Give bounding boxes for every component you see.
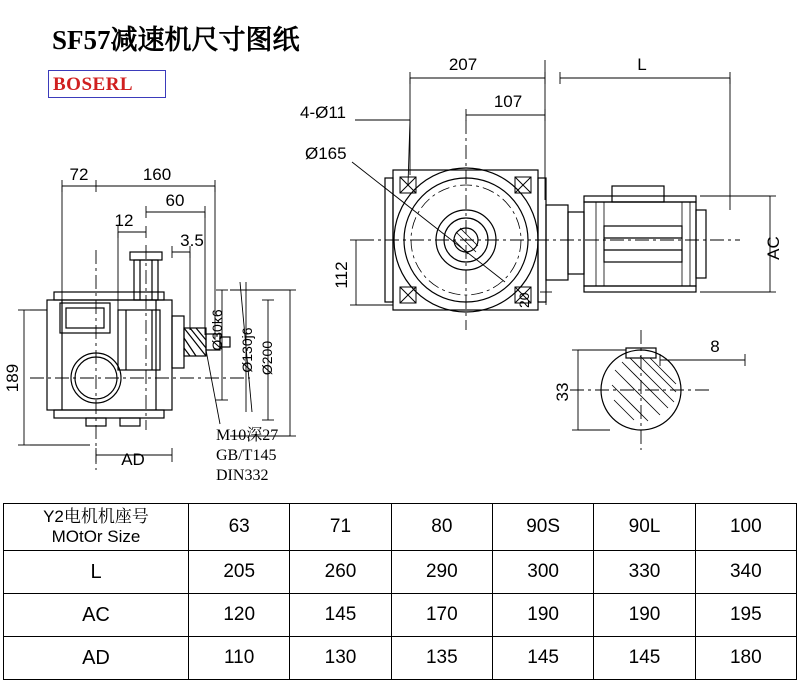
note-m10: M10深27 <box>216 427 279 444</box>
dim-3-5: 3.5 <box>180 231 204 250</box>
note-gbt145: GB/T145 <box>216 447 277 464</box>
table-cell-AC-0: 120 <box>189 594 290 637</box>
note-din332: DIN332 <box>216 467 269 484</box>
dim-O165: Ø165 <box>305 144 347 163</box>
dim-4xO11: 4-Ø11 <box>300 103 346 122</box>
table-header-size-0: 63 <box>189 504 290 551</box>
dim-O130j6: Ø130j6 <box>239 327 255 373</box>
dim-72: 72 <box>69 165 89 184</box>
table-cell-AC-2: 170 <box>391 594 492 637</box>
dim-20: 20 <box>516 292 532 308</box>
table-row-label-L: L <box>4 551 189 594</box>
dim-O200: Ø200 <box>259 340 275 376</box>
table-header-label-en: MOtOr Size <box>51 527 141 546</box>
table-cell-AD-5: 180 <box>695 637 796 680</box>
dim-AC: AC <box>764 236 783 260</box>
table-row-label-AD: AD <box>4 637 189 680</box>
table-cell-L-5: 340 <box>695 551 796 594</box>
table-header-size-5: 100 <box>695 504 796 551</box>
dim-33: 33 <box>553 382 572 402</box>
table-cell-L-3: 300 <box>492 551 593 594</box>
table-cell-L-1: 260 <box>290 551 391 594</box>
dim-207: 207 <box>448 55 478 74</box>
table-header-label <box>4 504 189 551</box>
table-header-label-cn: Y2电机机座号 <box>43 507 149 527</box>
dim-8: 8 <box>710 337 720 356</box>
table-row <box>4 551 797 594</box>
table-cell-AC-3: 190 <box>492 594 593 637</box>
table-cell-AD-1: 130 <box>290 637 391 680</box>
dim-AD: AD <box>121 450 145 469</box>
motor-size-table <box>3 503 797 680</box>
table-cell-AD-4: 145 <box>594 637 695 680</box>
dim-L: L <box>637 55 647 74</box>
dim-O30k6: Ø30k6 <box>209 309 225 351</box>
table-cell-L-4: 330 <box>594 551 695 594</box>
table-cell-AC-4: 190 <box>594 594 695 637</box>
table-cell-AD-0: 110 <box>189 637 290 680</box>
table-cell-AC-5: 195 <box>695 594 796 637</box>
table-cell-AC-1: 145 <box>290 594 391 637</box>
dim-160: 160 <box>142 165 172 184</box>
table-row <box>4 637 797 680</box>
table-row-label-AC: AC <box>4 594 189 637</box>
table-cell-L-0: 205 <box>189 551 290 594</box>
table-header-size-3: 90S <box>492 504 593 551</box>
dim-12: 12 <box>114 211 134 230</box>
dim-60: 60 <box>165 191 185 210</box>
table-row <box>4 594 797 637</box>
table-cell-AD-2: 135 <box>391 637 492 680</box>
table-header-size-1: 71 <box>290 504 391 551</box>
table-cell-L-2: 290 <box>391 551 492 594</box>
page-title: SF57减速机尺寸图纸 <box>52 25 300 55</box>
table-row-header <box>4 504 797 551</box>
table-header-size-2: 80 <box>391 504 492 551</box>
brand-logo-text: BOSERL <box>53 74 134 95</box>
dim-107: 107 <box>493 92 523 111</box>
table-header-size-4: 90L <box>594 504 695 551</box>
dim-112: 112 <box>332 261 351 289</box>
table-cell-AD-3: 145 <box>492 637 593 680</box>
dim-189: 189 <box>3 363 22 393</box>
